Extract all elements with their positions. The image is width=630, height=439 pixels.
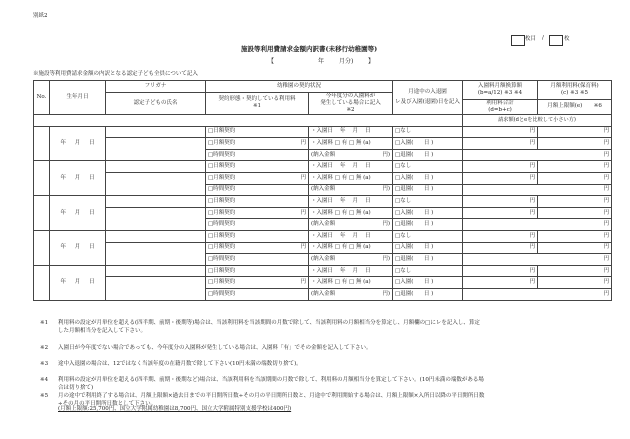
hourly-contract-checkbox[interactable]: □時間契約	[206, 149, 309, 161]
birth-day-label: 日	[89, 174, 95, 181]
upper-limit-amount[interactable]: 円	[538, 242, 612, 254]
birth-month-label: 月	[74, 140, 81, 147]
header-monthly-conversion-line1: 入園料月額換算額	[478, 83, 523, 90]
row-no[interactable]	[34, 126, 50, 161]
table-row	[34, 138, 612, 150]
none-checkbox[interactable]: □なし	[393, 161, 463, 173]
row-no[interactable]	[34, 230, 50, 265]
monthly-conversion-amount[interactable]: 円	[463, 230, 538, 242]
withdrew-checkbox[interactable]: □退園( 日 )	[393, 288, 463, 300]
entry-date-field[interactable]: ・入園日 年 月 日	[309, 265, 393, 277]
entry-fee-checkbox[interactable]: ・入園料 □ 有 □ 無 (a)	[309, 138, 393, 150]
table-row	[34, 207, 612, 219]
document-title: 施設等利用費請求金額内訳書(未移行幼稚園等)	[241, 45, 378, 53]
claim-amount[interactable]: 円	[463, 219, 612, 231]
header-total	[463, 99, 538, 114]
table-row	[34, 230, 612, 242]
entered-checkbox[interactable]: □入園( 日 )	[393, 173, 463, 185]
period-close-bracket: 】	[368, 58, 375, 65]
header-entry-fee	[309, 93, 393, 115]
monthly-fee-amount[interactable]: 円	[538, 126, 612, 138]
entry-fee-checkbox[interactable]: ・入園料 □ 有 □ 無 (a)	[309, 173, 393, 185]
period-year: 年	[318, 58, 325, 65]
monthly-conversion-amount[interactable]: 円	[463, 126, 538, 138]
child-name-field[interactable]	[106, 207, 206, 230]
hourly-contract-checkbox[interactable]: □時間契約	[206, 254, 309, 266]
withdrew-checkbox[interactable]: □退園( 日 )	[393, 149, 463, 161]
upper-limit-amount[interactable]: 円	[538, 207, 612, 219]
page-number-box[interactable]	[511, 35, 525, 46]
paid-amount-field[interactable]: (納入金額 円)	[309, 184, 393, 196]
header-furigana: フリガナ	[106, 81, 206, 93]
paid-amount-field[interactable]: (納入金額 円)	[309, 288, 393, 300]
birth-day-label: 日	[89, 140, 95, 147]
header-child-name: 認定子どもの氏名	[106, 93, 206, 115]
page-slash: /	[542, 35, 544, 41]
birth-date-field[interactable]	[50, 196, 106, 231]
birth-date-field[interactable]	[50, 265, 106, 300]
header-spacer	[34, 114, 463, 126]
page-of-label: 枚目	[525, 36, 537, 42]
entry-date-field[interactable]: ・入園日 年 月 日	[309, 126, 393, 138]
table-row	[34, 126, 612, 138]
birth-year-label: 年	[60, 140, 66, 147]
header-entry-fee-line2: 発生している場合に記入	[320, 99, 381, 106]
header-birth: 生年月日	[50, 81, 106, 115]
total-amount[interactable]: 円	[463, 138, 538, 150]
header-no: No.	[34, 81, 50, 115]
birth-day-label: 日	[89, 209, 95, 216]
header-monthly-conversion	[463, 81, 538, 100]
entry-date-field[interactable]: ・入園日 年 月 日	[309, 196, 393, 208]
total-amount[interactable]: 円	[463, 277, 538, 289]
furigana-field[interactable]	[106, 196, 206, 208]
birth-day-label: 日	[89, 244, 95, 251]
footnote-text: 月の途中で利用終了する場合は、月額上限額×過去日までの平日開所日数÷その月の平日開所日数と、月途中で利用開始する場合は、月額上限額×入所日以降の平日開所日数	[58, 393, 485, 399]
none-checkbox[interactable]: □なし	[393, 126, 463, 138]
header-upper-limit-note: ※6	[593, 103, 602, 110]
child-name-field[interactable]	[106, 138, 206, 161]
footnote-text: 利用料の設定が月単位を超える(四半期、前期・後期等)場合は、当該利用料を当該期間の月数で除して、当該利用料の月額相当分を算定し、月額欄の□にレを記入し、算定	[58, 320, 480, 326]
monthly-conversion-amount[interactable]: 円	[463, 265, 538, 277]
furigana-field[interactable]	[106, 265, 206, 277]
claim-amount[interactable]: 円	[463, 149, 612, 161]
monthly-fee-amount[interactable]: 円	[538, 265, 612, 277]
monthly-contract-checkbox[interactable]: □月額契約 円	[206, 173, 309, 185]
form-id: 別紙2	[33, 13, 48, 19]
table-row	[34, 265, 612, 277]
daily-contract-checkbox[interactable]: □日額契約	[206, 196, 309, 208]
header-contract-type-line1: 契約形態・契約している利用料	[218, 96, 296, 103]
monthly-contract-checkbox[interactable]: □月額契約 円	[206, 277, 309, 289]
birth-year-label: 年	[60, 209, 66, 216]
claim-breakdown-table	[33, 80, 612, 301]
header-contract-type-note: ※1	[252, 103, 262, 110]
footnote-text: 利用料の設定が月単位を超える(四半期、前期・後期など)場合は、当該利用料を当該期間の月数で除して、利用料の月額相当分を算定して下さい。(10円未満の端数がある場	[58, 377, 484, 383]
header-monthly-fee-line2: (c) ※3 ※5	[560, 89, 589, 96]
header-entry-fee-note: ※2	[346, 106, 355, 113]
entered-checkbox[interactable]: □入園( 日 )	[393, 207, 463, 219]
birth-date-field[interactable]	[50, 230, 106, 265]
monthly-contract-checkbox[interactable]: □月額契約 円	[206, 242, 309, 254]
birth-year-label: 年	[60, 279, 66, 286]
daily-contract-checkbox[interactable]: □日額契約	[206, 265, 309, 277]
table-row	[34, 161, 612, 173]
header-upper-limit	[538, 99, 612, 114]
footnote-text: 途中入退園の場合は、12ではなく当該年度の在籍月数で除して下さい(10円未満の端数切り捨て)。	[58, 361, 302, 367]
header-claim: 請求額(dとeを比較して小さい方)	[463, 114, 612, 126]
period-open-bracket: 【	[268, 58, 275, 65]
footnote-text: 合は切り捨て)	[58, 385, 94, 391]
none-checkbox[interactable]: □なし	[393, 265, 463, 277]
header-total-line2: (d=b+c)	[488, 106, 512, 113]
claim-amount[interactable]: 円	[463, 184, 612, 196]
hourly-contract-checkbox[interactable]: □時間契約	[206, 288, 309, 300]
claim-amount[interactable]: 円	[463, 254, 612, 266]
upper-limit-amount[interactable]: 円	[538, 138, 612, 150]
footnote-text: 入園日が今年度でない場合であっても、今年度分の入園料が発生している場合は、入園料「有」でその金額を記入して下さい。	[58, 345, 372, 351]
footnote-label: ※5	[40, 393, 49, 399]
none-checkbox[interactable]: □なし	[393, 196, 463, 208]
monthly-fee-amount[interactable]: 円	[538, 161, 612, 173]
birth-date-field[interactable]	[50, 126, 106, 161]
header-entry-fee-line1: 今年度分の入園料が	[325, 93, 376, 99]
header-contract-status: 幼稚園の契約状況	[206, 81, 393, 93]
header-contract-type	[206, 93, 309, 115]
withdrew-checkbox[interactable]: □退園( 日 )	[393, 254, 463, 266]
birth-date-field[interactable]	[50, 161, 106, 196]
entry-date-field[interactable]: ・入園日 年 月 日	[309, 230, 393, 242]
paid-amount-field[interactable]: (納入金額 円)	[309, 254, 393, 266]
entry-fee-checkbox[interactable]: ・入園料 □ 有 □ 無 (a)	[309, 207, 393, 219]
footnote-label: ※4	[40, 377, 49, 383]
footnote-label: ※1	[40, 320, 49, 326]
furigana-field[interactable]	[106, 126, 206, 138]
upper-limit-amount[interactable]: 円	[538, 173, 612, 185]
table-row	[34, 196, 612, 208]
footnote-text: ÷その月の平日開所日数として下さい。	[58, 401, 157, 407]
footnote-label: ※2	[40, 345, 49, 351]
total-amount[interactable]: 円	[463, 207, 538, 219]
table-row	[34, 277, 612, 289]
entered-checkbox[interactable]: □入園( 日 )	[393, 138, 463, 150]
birth-day-label: 日	[89, 279, 95, 286]
upper-limit-amount[interactable]: 円	[538, 277, 612, 289]
monthly-conversion-amount[interactable]: 円	[463, 196, 538, 208]
header-upper-limit-label: 月額上限額(e)	[547, 103, 583, 110]
entry-date-field[interactable]: ・入園日 年 月 日	[309, 161, 393, 173]
daily-contract-checkbox[interactable]: □日額契約	[206, 161, 309, 173]
total-amount[interactable]: 円	[463, 173, 538, 185]
header-midyear-line1: 月途中の入退園	[408, 88, 447, 95]
table-header	[34, 81, 612, 127]
birth-month-label: 月	[74, 279, 81, 286]
child-name-field[interactable]	[106, 277, 206, 300]
header-monthly-fee-line1: 月額利用料(保育料)	[550, 83, 599, 90]
footnote-label: ※3	[40, 361, 49, 367]
row-no[interactable]	[34, 161, 50, 196]
entry-fee-checkbox[interactable]: ・入園料 □ 有 □ 無 (a)	[309, 242, 393, 254]
table-row	[34, 242, 612, 254]
paid-amount-field[interactable]: (納入金額 円)	[309, 149, 393, 161]
birth-month-label: 月	[74, 244, 81, 251]
birth-year-label: 年	[60, 244, 66, 251]
claim-amount[interactable]: 円	[463, 288, 612, 300]
furigana-field[interactable]	[106, 161, 206, 173]
row-no[interactable]	[34, 196, 50, 231]
entered-checkbox[interactable]: □入園( 日 )	[393, 242, 463, 254]
child-name-field[interactable]	[106, 242, 206, 265]
monthly-contract-checkbox[interactable]: □月額契約 円	[206, 207, 309, 219]
header-monthly-conversion-line2: (b=a/12) ※3 ※4	[477, 89, 523, 96]
birth-month-label: 月	[74, 174, 81, 181]
header-monthly-fee	[538, 81, 612, 100]
total-amount[interactable]: 円	[463, 242, 538, 254]
birth-year-label: 年	[60, 174, 66, 181]
upper-limit-footnote: (月額上限額:25,700円、国立大学附属幼稚園は8,700円、国立大学附属特別支援学校は400円)	[58, 406, 292, 412]
footnote-text: した月額相当分を記入して下さい。	[58, 328, 147, 334]
birth-month-label: 月	[74, 209, 81, 216]
daily-contract-checkbox[interactable]: □日額契約	[206, 230, 309, 242]
lead-note: ※施設等利用費請求金額の内訳となる認定子ども全員について記入	[33, 71, 198, 77]
entry-fee-checkbox[interactable]: ・入園料 □ 有 □ 無 (a)	[309, 277, 393, 289]
furigana-field[interactable]	[106, 230, 206, 242]
table-row	[34, 173, 612, 185]
entered-checkbox[interactable]: □入園( 日 )	[393, 277, 463, 289]
period-month: 月分)	[339, 58, 354, 65]
header-midyear-line2: レ及び入園(退園)日を記入	[395, 98, 460, 105]
child-name-field[interactable]	[106, 173, 206, 196]
monthly-fee-amount[interactable]: 円	[538, 196, 612, 208]
monthly-conversion-amount[interactable]: 円	[463, 161, 538, 173]
page-total-box[interactable]	[549, 35, 563, 46]
none-checkbox[interactable]: □なし	[393, 230, 463, 242]
child-rows	[34, 126, 612, 300]
row-no[interactable]	[34, 265, 50, 300]
paid-amount-field[interactable]: (納入金額 円)	[309, 219, 393, 231]
hourly-contract-checkbox[interactable]: □時間契約	[206, 184, 309, 196]
page-total-label: 枚	[564, 36, 570, 42]
monthly-fee-amount[interactable]: 円	[538, 230, 612, 242]
withdrew-checkbox[interactable]: □退園( 日 )	[393, 219, 463, 231]
header-midyear	[393, 81, 463, 115]
header-total-line1: 利用料合計	[486, 99, 514, 106]
daily-contract-checkbox[interactable]: □日額契約	[206, 126, 309, 138]
hourly-contract-checkbox[interactable]: □時間契約	[206, 219, 309, 231]
withdrew-checkbox[interactable]: □退園( 日 )	[393, 184, 463, 196]
monthly-contract-checkbox[interactable]: □月額契約 円	[206, 138, 309, 150]
